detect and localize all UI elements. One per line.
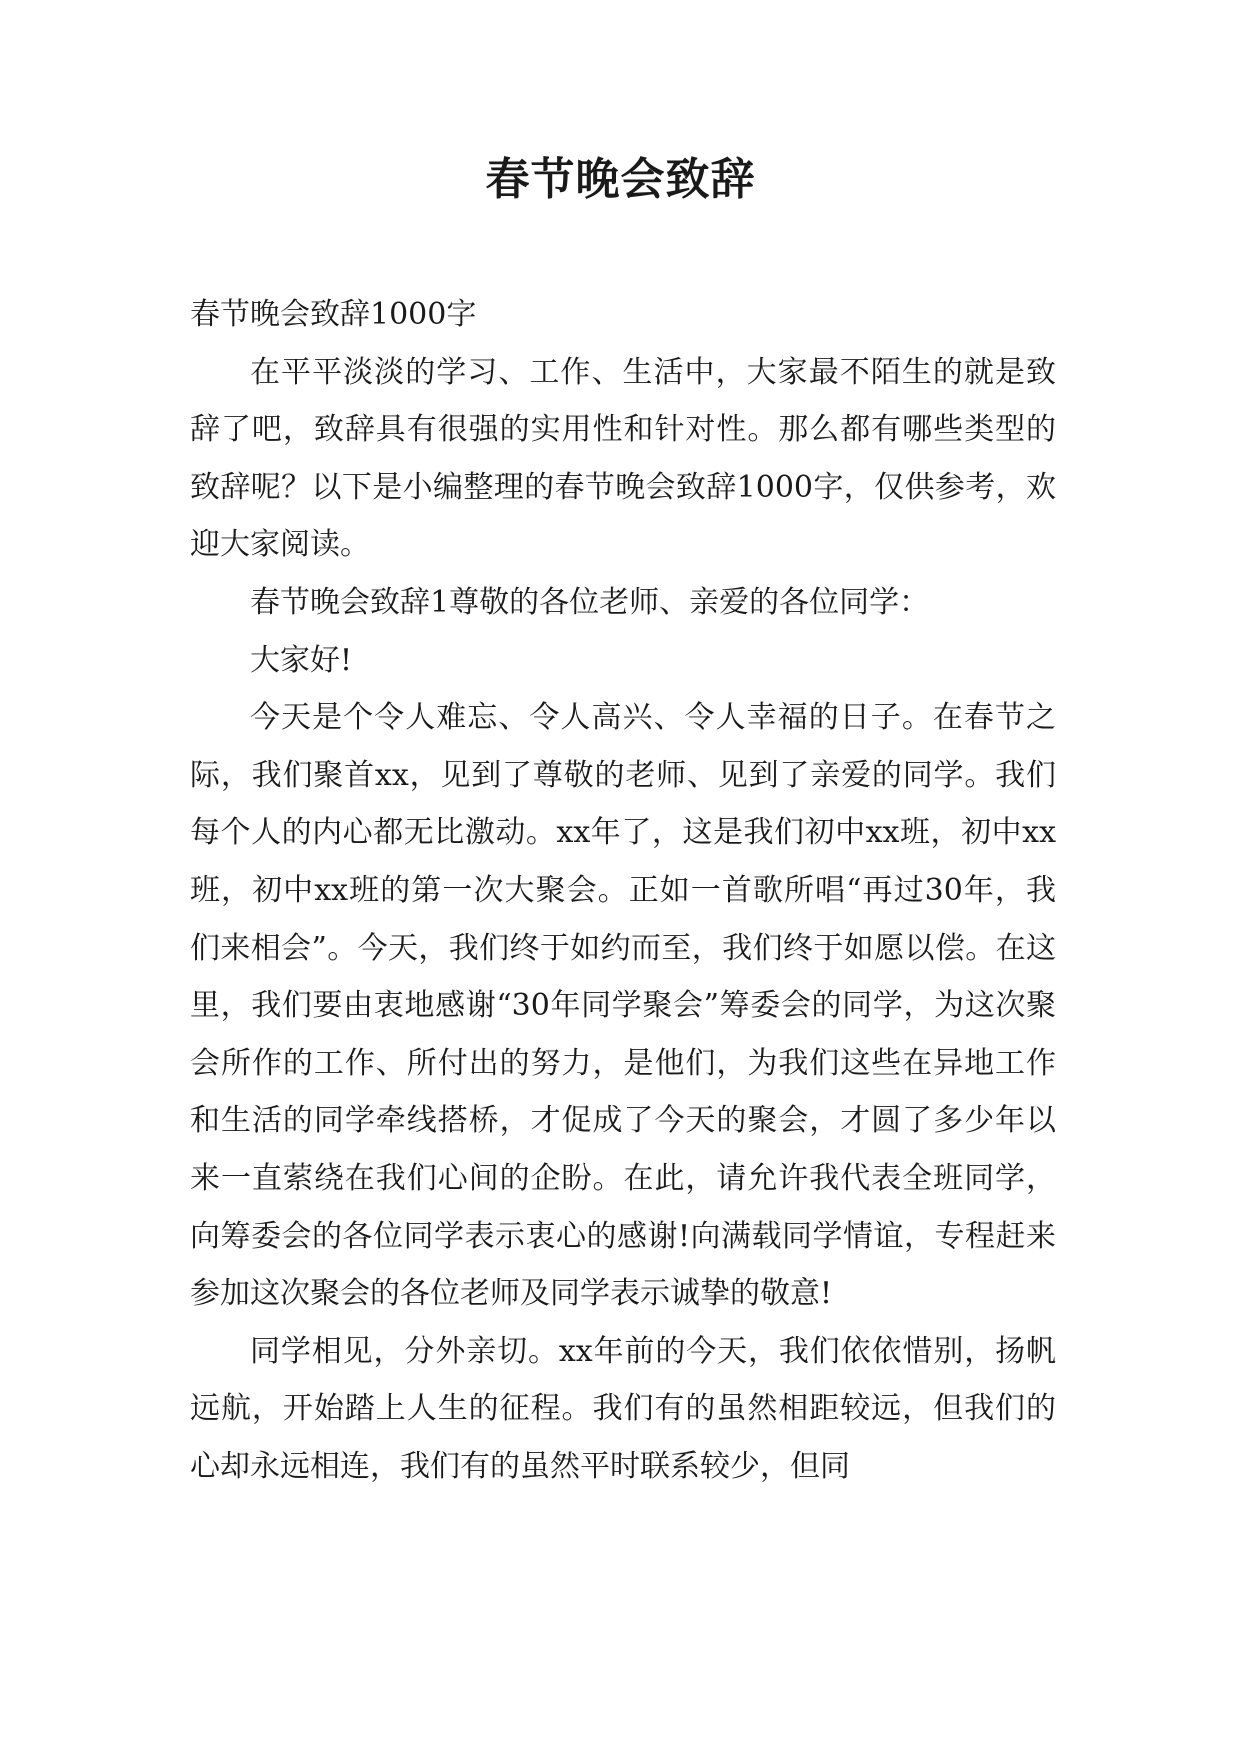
paragraph-greeting: 大家好! (250, 642, 353, 678)
paragraph-continued: 同学相见，分外亲切。xx年前的今天，我们依依惜别，扬帆远航，开始踏上人生的征程。我们有的虽然相距较远，但我们的心却永远相连，我们有的虽然平时联系较少，但同 (190, 1333, 1056, 1484)
document-subtitle: 春节晚会致辞1000字 (190, 297, 477, 332)
paragraph-intro: 在平平淡淡的学习、工作、生活中，大家最不陌生的就是致辞了吧，致辞具有很强的实用性和针对性。那么都有哪些类型的致辞呢？以下是小编整理的春节晚会致辞1000字，仅供参考，欢迎大家阅读。 (190, 354, 1056, 563)
document-title: 春节晚会致辞 (485, 154, 756, 205)
paragraph-salutation: 春节晚会致辞1尊敬的各位老师、亲爱的各位同学： (250, 584, 930, 620)
paragraph-main: 今天是个令人难忘、令人高兴、令人幸福的日子。在春节之际，我们聚首xx，见到了尊敬的老师、见到了亲爱的同学。我们每个人的内心都无比激动。xx年了，这是我们初中xx班，初中xx班，初中xx班的第一次大聚会。正如一首歌所唱“再过30年，我们来相会”。今天，我们终于如约而至，我们终于如愿以偿。在这里，我们要由衷地感谢“30年同学聚会”筹委会的同学，为这次聚会所作的工作、所付出的努力，是他们，为我们这些在异地工作和生活的同学牵线搭桥，才促成了今天的聚会，才圆了多少年以来一直萦绕在我们心间的企盼。在此，请允许我代表全班同学，向筹委会的各位同学表示衷心的感谢!向满载同学情谊，专程赶来参加这次聚会的各位老师及同学表示诚挚的敬意! (190, 700, 1056, 1312)
document-body (190, 286, 1056, 1495)
